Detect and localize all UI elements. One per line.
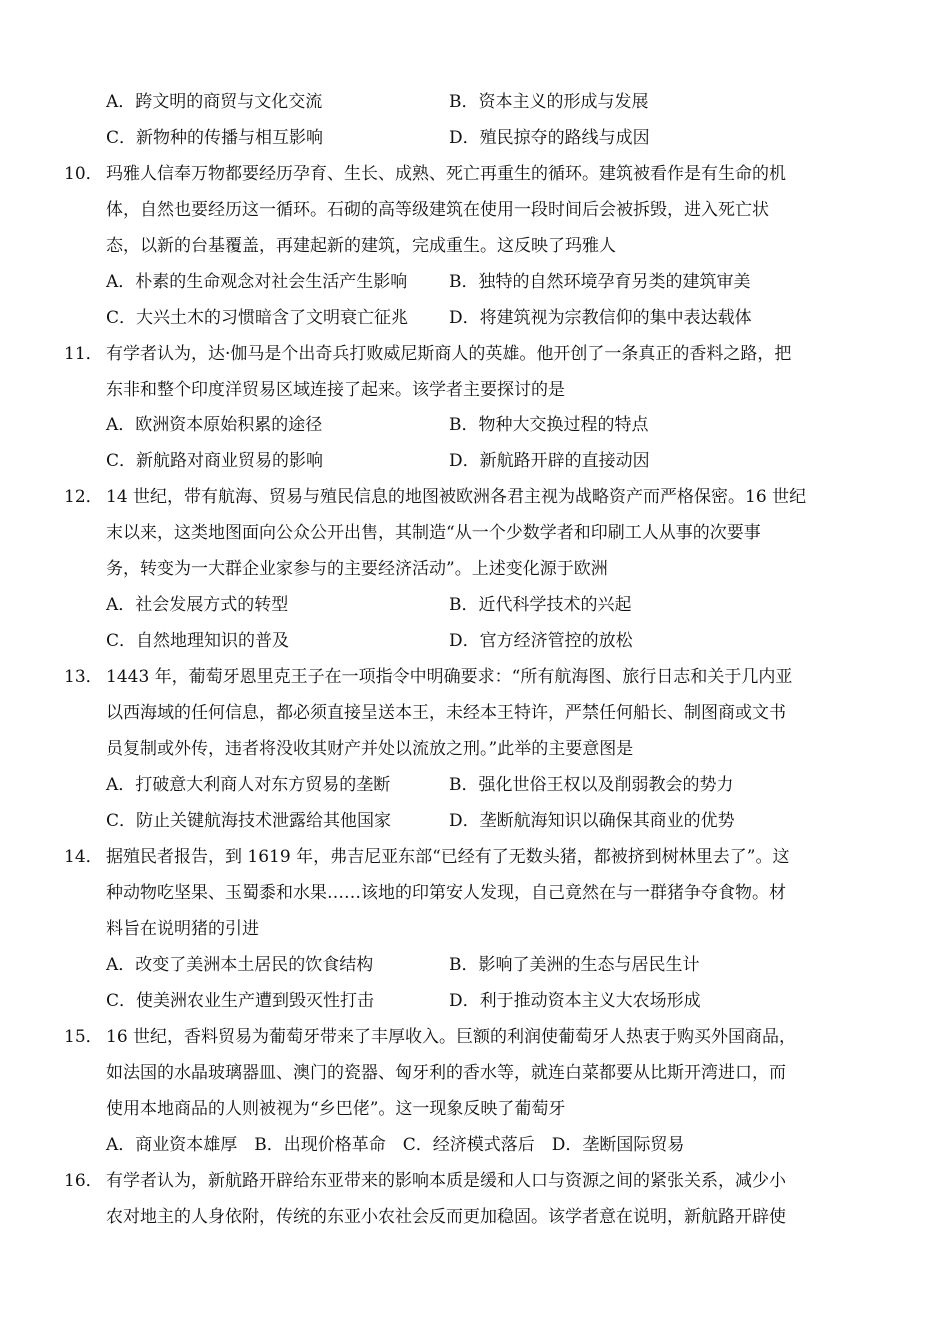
option-a: A．社会发展方式的转型 <box>106 595 289 615</box>
question-text: 东非和整个印度洋贸易区域连接了起来。该学者主要探讨的是 <box>106 380 565 400</box>
option-a: A．欧洲资本原始积累的途径 <box>106 415 323 435</box>
question-text: 料旨在说明猪的引进 <box>106 919 259 939</box>
option-b: B．资本主义的形成与发展 <box>449 92 649 112</box>
question-text: 16 世纪，香料贸易为葡萄牙带来了丰厚收入。巨额的利润使葡萄牙人热衷于购买外国商品， <box>106 1027 797 1047</box>
option-c: C．防止关键航海技术泄露给其他国家 <box>106 811 392 831</box>
question-number: 12． <box>64 487 103 507</box>
question-number: 11． <box>64 344 103 364</box>
question-text: 员复制或外传，违者将没收其财产并处以流放之刑。”此举的主要意图是 <box>106 739 634 759</box>
question-number: 10． <box>64 164 103 184</box>
option-a: A．跨文明的商贸与文化交流 <box>106 92 323 112</box>
question-number: 13． <box>64 667 103 687</box>
question-text: 体，自然也要经历这一循环。石砌的高等级建筑在使用一段时间后会被拆毁，进入死亡状 <box>106 200 769 220</box>
question-text: 玛雅人信奉万物都要经历孕育、生长、成熟、死亡再重生的循环。建筑被看作是有生命的机 <box>106 164 786 184</box>
question-text: 如法国的水晶玻璃器皿、澳门的瓷器、匈牙利的香水等，就连白菜都要从比斯开湾进口，而 <box>106 1063 786 1083</box>
question-text: 使用本地商品的人则被视为“乡巴佬”。这一现象反映了葡萄牙 <box>106 1099 566 1119</box>
question-text: 农对地主的人身依附，传统的东亚小农社会反而更加稳固。该学者意在说明，新航路开辟使 <box>106 1207 786 1227</box>
option-d: D．利于推动资本主义大农场形成 <box>449 991 701 1011</box>
option-c: C．使美洲农业生产遭到毁灭性打击 <box>106 991 375 1011</box>
option-c: C．大兴土木的习惯暗含了文明衰亡征兆 <box>106 308 409 328</box>
option-d: D．官方经济管控的放松 <box>449 631 633 651</box>
question-text: 有学者认为，达·伽马是个出奇兵打败威尼斯商人的英雄。他开创了一条真正的香料之路，把 <box>106 344 792 364</box>
option-a: A．打破意大利商人对东方贸易的垄断 <box>106 775 391 795</box>
option-b: B．影响了美洲的生态与居民生计 <box>449 955 700 975</box>
question-number: 16． <box>64 1171 103 1191</box>
option-b: B．强化世俗王权以及削弱教会的势力 <box>449 775 734 795</box>
option-d: D．新航路开辟的直接动因 <box>449 451 650 471</box>
options-inline: A．商业资本雄厚 B．出现价格革命 C．经济模式落后 D．垄断国际贸易 <box>106 1135 685 1155</box>
question-number: 15． <box>64 1027 103 1047</box>
question-text: 务，转变为一大群企业家参与的主要经济活动”。上述变化源于欧洲 <box>106 559 608 579</box>
option-b: B．独特的自然环境孕育另类的建筑审美 <box>449 272 751 292</box>
option-a: A．改变了美洲本土居民的饮食结构 <box>106 955 374 975</box>
option-b: B．近代科学技术的兴起 <box>449 595 632 615</box>
question-text: 末以来，这类地图面向公众公开出售，其制造“从一个少数学者和印刷工人从事的次要事 <box>106 523 761 543</box>
question-text: 有学者认为，新航路开辟给东亚带来的影响本质是缓和人口与资源之间的紧张关系，减少小 <box>106 1171 786 1191</box>
option-a: A．朴素的生命观念对社会生活产生影响 <box>106 272 408 292</box>
option-b: B．物种大交换过程的特点 <box>449 415 649 435</box>
question-text: 14 世纪，带有航海、贸易与殖民信息的地图被欧洲各君主视为战略资产而严格保密。16 世纪 <box>106 487 807 507</box>
option-d: D．殖民掠夺的路线与成因 <box>449 128 650 148</box>
question-text: 种动物吃坚果、玉蜀黍和水果……该地的印第安人发现，自己竟然在与一群猪争夺食物。材 <box>106 883 786 903</box>
question-text: 态，以新的台基覆盖，再建起新的建筑，完成重生。这反映了玛雅人 <box>106 236 616 256</box>
option-d: D．将建筑视为宗教信仰的集中表达载体 <box>449 308 752 328</box>
question-text: 以西海域的任何信息，都必须直接呈送本王，未经本王特许，严禁任何船长、制图商或文书 <box>106 703 786 723</box>
question-number: 14． <box>64 847 103 867</box>
question-text: 据殖民者报告，到 1619 年，弗吉尼亚东部“已经有了无数头猪，都被挤到树林里去了”。这 <box>106 847 790 867</box>
option-c: C．自然地理知识的普及 <box>106 631 290 651</box>
option-c: C．新航路对商业贸易的影响 <box>106 451 324 471</box>
question-text: 1443 年，葡萄牙恩里克王子在一项指令中明确要求：“所有航海图、旅行日志和关于几内亚 <box>106 667 793 687</box>
option-d: D．垄断航海知识以确保其商业的优势 <box>449 811 735 831</box>
option-c: C．新物种的传播与相互影响 <box>106 128 324 148</box>
